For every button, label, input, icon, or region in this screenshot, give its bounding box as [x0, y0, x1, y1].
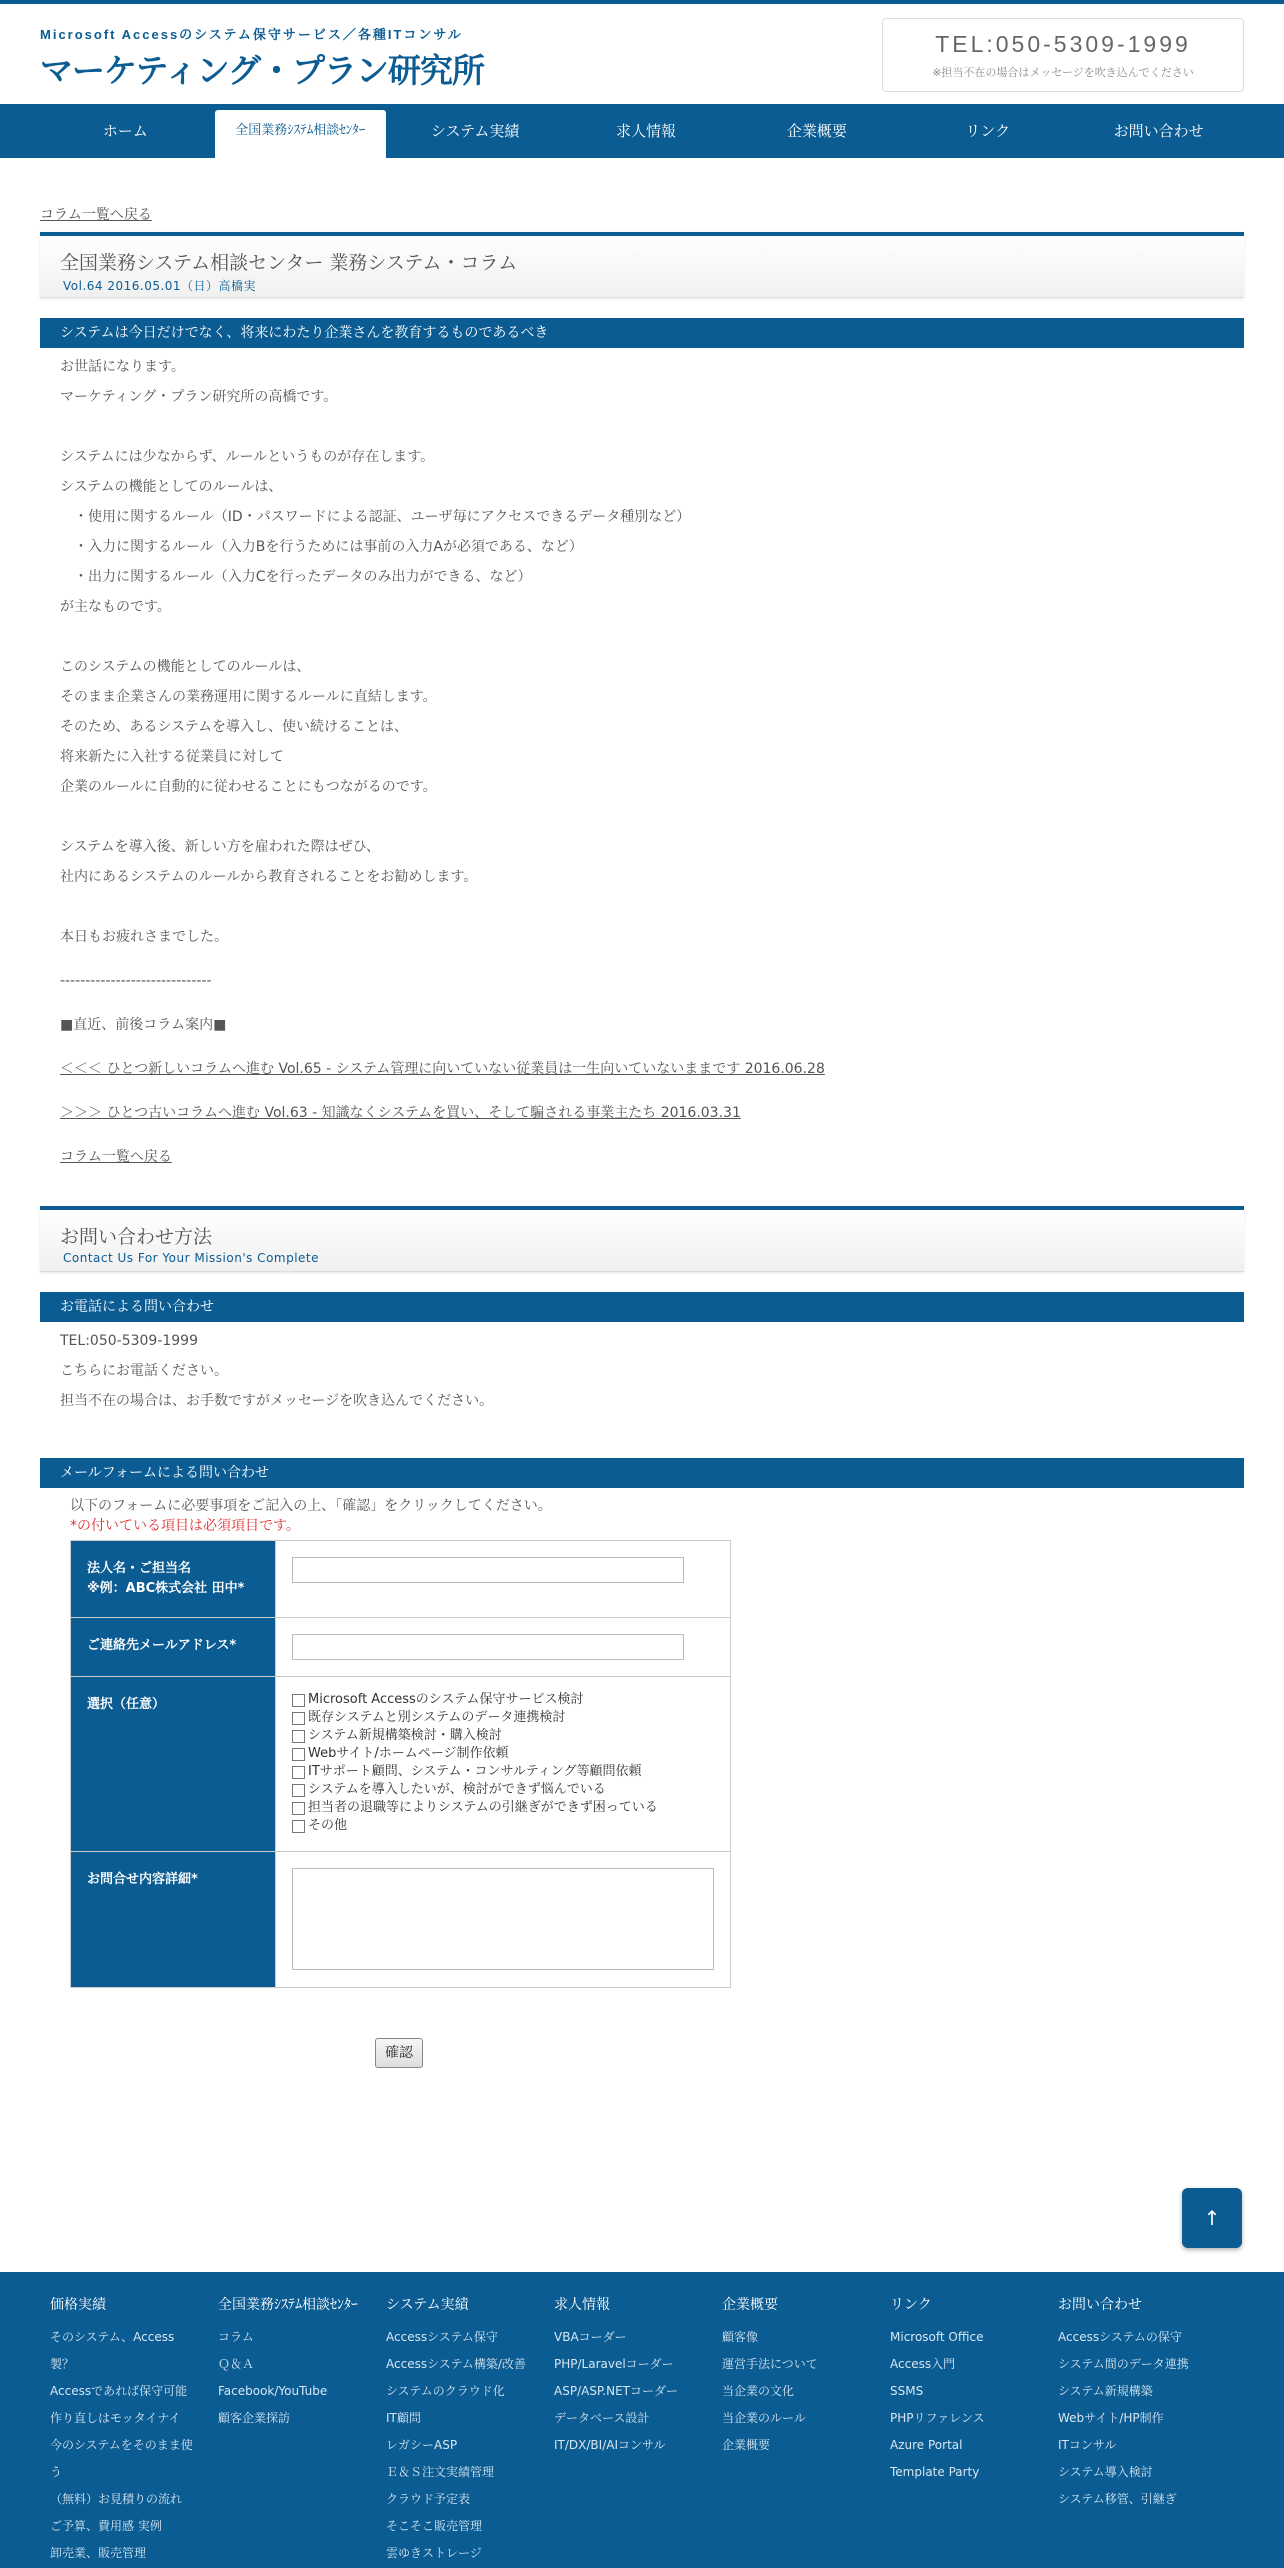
mail-form — [40, 1496, 1244, 1988]
footer-link[interactable]: Accessシステムの保守 — [1058, 2330, 1182, 2344]
article-line: 企業のルールに自動的に従わせることにもつながるのです。 — [60, 779, 437, 795]
footer-link[interactable]: Azure Portal — [890, 2438, 963, 2452]
footer-heading[interactable]: リンク — [890, 2297, 932, 2313]
footer-heading[interactable]: 企業概要 — [722, 2297, 778, 2313]
footer-link[interactable]: 顧客企業探訪 — [218, 2411, 291, 2425]
contact-subtitle: Contact Us For Your Mission's Complete — [63, 1251, 320, 1265]
footer-link[interactable]: データベース設計 — [554, 2411, 650, 2425]
footer-link[interactable]: 卸売業、販売管理 — [50, 2546, 147, 2560]
nav-item-2[interactable]: システム実績 — [430, 122, 520, 140]
article-line: お世話になります。 — [60, 359, 185, 375]
footer-column — [890, 2294, 1058, 2568]
article-line: が主なものです。 — [60, 599, 171, 615]
footer-link[interactable]: 運営手法について — [722, 2357, 818, 2371]
article-title-box — [40, 232, 1244, 298]
confirm-button[interactable]: 確認 — [375, 2038, 423, 2068]
mail-contact-heading: メールフォームによる問い合わせ — [40, 1458, 1244, 1488]
article-line — [60, 412, 1244, 442]
email-input[interactable] — [292, 1634, 684, 1660]
option-row — [292, 1799, 714, 1817]
footer-link[interactable]: PHPリファレンス — [890, 2411, 985, 2425]
option-label[interactable]: ITサポート顧問、システム・コンサルティング等顧問依頼 — [308, 1764, 642, 1779]
footer-link[interactable]: 当企業のルール — [722, 2411, 806, 2425]
footer-heading[interactable]: システム実績 — [386, 2297, 469, 2313]
phone-line: こちらにお電話ください。 — [60, 1363, 228, 1379]
option-label[interactable]: Webサイト/ホームページ制作依頼 — [308, 1746, 509, 1761]
option-checkbox[interactable] — [292, 1820, 305, 1833]
nav-item-4[interactable]: 企業概要 — [786, 122, 847, 140]
footer-link[interactable]: 今のシステムをそのまま使 — [50, 2438, 193, 2452]
main-content — [0, 158, 1284, 1988]
phone-contact-body — [40, 1326, 1244, 1416]
spacer — [60, 952, 1244, 966]
detail-label: お問合せ内容詳細* — [71, 1852, 276, 1988]
footer-link[interactable]: レガシーASP — [386, 2438, 458, 2452]
phone-contact-heading: お電話による問い合わせ — [40, 1292, 1244, 1322]
form-intro: 以下のフォームに必要事項をご記入の上、「確認」をクリックしてください。 — [70, 1498, 552, 1514]
option-label[interactable]: システム新規構築検討・購入検討 — [308, 1728, 502, 1743]
footer-link[interactable]: コラム — [218, 2330, 254, 2344]
option-row — [292, 1817, 714, 1835]
article-line: 社内にあるシステムのルールから教育されることをお勧めします。 — [60, 869, 478, 885]
logo-title: マーケティング・プラン研究所 — [40, 51, 485, 90]
option-row — [292, 1745, 714, 1763]
footer-heading[interactable]: 価格実績 — [50, 2297, 106, 2313]
nav-item-5[interactable]: リンク — [965, 122, 1011, 140]
footer-column — [386, 2294, 554, 2568]
form-table — [70, 1540, 731, 1988]
article-line: 本日もお疲れさまでした。 — [60, 929, 228, 945]
footer-link[interactable]: Accessシステム構築/改善 — [386, 2357, 526, 2371]
footer-link[interactable]: IT/DX/BI/AIコンサル — [554, 2438, 666, 2452]
footer-link[interactable]: 当企業の文化 — [722, 2384, 795, 2398]
footer-link[interactable]: クラウド予定表 — [386, 2492, 471, 2506]
footer-link[interactable]: そこそこ販売管理 — [386, 2519, 483, 2533]
footer-link[interactable]: Template Party — [890, 2465, 980, 2479]
footer-link[interactable]: SSMS — [890, 2384, 924, 2398]
footer-link[interactable]: う — [50, 2465, 63, 2479]
option-row — [292, 1763, 714, 1781]
footer-link[interactable]: Accessであれば保守可能 — [50, 2384, 188, 2398]
option-checkbox[interactable] — [292, 1766, 305, 1779]
footer-link[interactable]: VBAコーダー — [554, 2330, 627, 2344]
footer-link[interactable]: ご予算、費用感 実例 — [50, 2519, 162, 2533]
option-checkbox[interactable] — [292, 1748, 305, 1761]
tel-box — [882, 18, 1244, 92]
footer-link[interactable]: （無料）お見積りの流れ — [50, 2492, 183, 2506]
option-checkbox[interactable] — [292, 1694, 305, 1707]
footer-link[interactable]: 製？ — [50, 2357, 75, 2371]
name-label-line1: 法人名・ご担当名 — [87, 1561, 192, 1576]
article-title: 全国業務システム相談センター 業務システム・コラム — [60, 252, 518, 274]
footer-column — [1058, 2294, 1226, 2568]
footer-link[interactable]: IT顧問 — [386, 2411, 421, 2425]
contact-title-box — [40, 1206, 1244, 1272]
footer-link[interactable]: Facebook/YouTube — [218, 2384, 328, 2398]
article-line: 将来新たに入社する従業員に対して — [60, 749, 284, 765]
footer-link[interactable]: 作り直しはモッタイナイ — [50, 2411, 181, 2425]
option-checkbox[interactable] — [292, 1730, 305, 1743]
name-label — [71, 1541, 276, 1618]
article-line — [60, 802, 1244, 832]
name-input[interactable] — [292, 1557, 684, 1583]
footer-link[interactable]: システム新規構築 — [1058, 2384, 1153, 2398]
footer-link[interactable]: Access入門 — [890, 2357, 956, 2371]
option-label[interactable]: システムを導入したいが、検討ができず悩んでいる — [308, 1782, 606, 1797]
option-label[interactable]: その他 — [308, 1818, 348, 1833]
contact-title: お問い合わせ方法 — [60, 1226, 213, 1248]
nav-item-1[interactable]: 全国業務ｼｽﾃﾑ相談ｾﾝﾀｰ — [215, 110, 386, 158]
required-note: *の付いている項目は必須項目です。 — [70, 1518, 300, 1534]
footer-link[interactable]: 企業概要 — [722, 2438, 771, 2452]
article-line: そのまま企業さんの業務運用に関するルールに直結します。 — [60, 689, 437, 705]
phone-line: 担当不在の場合は、お手数ですがメッセージを吹き込んでください。 — [60, 1393, 494, 1409]
footer-link[interactable]: システム間のデータ連携 — [1058, 2357, 1189, 2371]
site-header — [0, 4, 1284, 104]
option-row — [292, 1709, 714, 1727]
footer-link[interactable]: システム移管、引継ぎ — [1058, 2492, 1177, 2506]
footer-link[interactable]: システム導入検討 — [1058, 2465, 1153, 2479]
back-to-columns-link-bottom[interactable]: コラム一覧へ戻る — [60, 1149, 172, 1165]
footer-link[interactable]: ITコンサル — [1058, 2438, 1117, 2452]
article-section-heading: システムは今日だけでなく、将来にわたり企業さんを教育するものであるべき — [40, 318, 1244, 348]
site-footer — [0, 2272, 1284, 2568]
footer-heading[interactable]: 全国業務ｼｽﾃﾑ相談ｾﾝﾀｰ — [218, 2297, 358, 2313]
option-checkbox[interactable] — [292, 1802, 305, 1815]
nav-item-0[interactable]: ホーム — [102, 122, 148, 140]
footer-link[interactable]: Microsoft Office — [890, 2330, 984, 2344]
footer-link[interactable]: 顧客像 — [722, 2330, 759, 2344]
nearby-heading: ■直近、前後コラム案内■ — [60, 1017, 227, 1033]
article-line: このシステムの機能としてのルールは、 — [60, 659, 311, 675]
article-line — [60, 622, 1244, 652]
footer-column — [218, 2294, 386, 2568]
footer-heading[interactable]: 求人情報 — [554, 2297, 610, 2313]
footer-column — [50, 2294, 218, 2568]
footer-column — [722, 2294, 890, 2568]
article-line: システムの機能としてのルールは、 — [60, 479, 283, 495]
newer-column-link[interactable]: ＜＜＜ ひとつ新しいコラムへ進む Vol.65 - システム管理に向いていない従業員は一生向いていないままです 2016.06.28 — [60, 1061, 825, 1077]
email-label: ご連絡先メールアドレス* — [71, 1618, 276, 1677]
footer-link[interactable]: PHP/Laravelコーダー — [554, 2357, 674, 2371]
option-row — [292, 1727, 714, 1745]
site-logo[interactable] — [40, 24, 484, 92]
option-checkbox[interactable] — [292, 1712, 305, 1725]
article-line — [60, 892, 1244, 922]
footer-link[interactable]: Accessシステム保守 — [386, 2330, 498, 2344]
tel-note: ※担当不在の場合はメッセージを吹き込んでください — [932, 66, 1194, 79]
nav-item-3[interactable]: 求人情報 — [616, 122, 677, 140]
footer-link[interactable]: Webサイト/HP制作 — [1058, 2411, 1164, 2425]
article-line: ・使用に関するルール（ID・パスワードによる認証、ユーザ毎にアクセスできるデータ種別など） — [60, 509, 691, 525]
article-line: ・入力に関するルール（入力Bを行うためには事前の入力Aが必須である、など） — [60, 539, 583, 555]
divider-text: ------------------------------ — [60, 973, 212, 989]
footer-link[interactable]: 雲ゆきストレージ — [386, 2546, 482, 2560]
back-to-top-button[interactable]: ↑ — [1182, 2188, 1242, 2248]
footer-link[interactable]: Ｅ＆Ｓ注文実績管理 — [386, 2465, 495, 2479]
phone-line: TEL:050-5309-1999 — [60, 1333, 198, 1349]
article-body — [40, 352, 1244, 1172]
article-line: そのため、あるシステムを導入し、使い続けることは、 — [60, 719, 409, 735]
older-column-link[interactable]: ＞＞＞ ひとつ古いコラムへ進む Vol.63 - 知識なくシステムを買い、そして騙される事業主たち 2016.03.31 — [60, 1105, 741, 1121]
option-label[interactable]: 担当者の退職等によりシステムの引継ぎができず困っている — [308, 1800, 658, 1815]
logo-tagline: Microsoft Accessのシステム保守サービス／各種ITコンサル — [40, 27, 463, 42]
article-line: システムを導入後、新しい方を雇われた際はぜひ、 — [60, 839, 381, 855]
nav-item-6[interactable]: お問い合わせ — [1113, 122, 1204, 140]
main-nav — [0, 104, 1284, 158]
footer-column — [554, 2294, 722, 2568]
option-row — [292, 1691, 714, 1709]
article-subtitle: Vol.64 2016.05.01（日）高橋実 — [63, 279, 257, 293]
footer-link[interactable]: そのシステム、Access — [50, 2330, 175, 2344]
article-line: システムには少なからず、ルールというものが存在します。 — [60, 449, 435, 465]
footer-link[interactable]: システムのクラウド化 — [386, 2384, 505, 2398]
option-checkbox[interactable] — [292, 1784, 305, 1797]
footer-link[interactable]: ASP/ASP.NETコーダー — [554, 2384, 679, 2398]
detail-textarea[interactable] — [292, 1868, 714, 1970]
article-line: ・出力に関するルール（入力Cを行ったデータのみ出力ができる、など） — [60, 569, 532, 585]
footer-link[interactable]: Ｑ＆Ａ — [218, 2357, 255, 2371]
tel-number: TEL:050-5309-1999 — [935, 31, 1191, 57]
back-to-columns-link[interactable]: コラム一覧へ戻る — [40, 207, 152, 223]
select-label: 選択（任意） — [71, 1677, 276, 1852]
article-line: マーケティング・プラン研究所の高橋です。 — [60, 389, 338, 405]
option-label[interactable]: 既存システムと別システムのデータ連携検討 — [308, 1710, 566, 1725]
footer-heading[interactable]: お問い合わせ — [1058, 2297, 1142, 2313]
option-label[interactable]: Microsoft Accessのシステム保守サービス検討 — [308, 1692, 584, 1707]
name-label-line2: ※例：ABC株式会社 田中* — [87, 1581, 245, 1596]
option-row — [292, 1781, 714, 1799]
